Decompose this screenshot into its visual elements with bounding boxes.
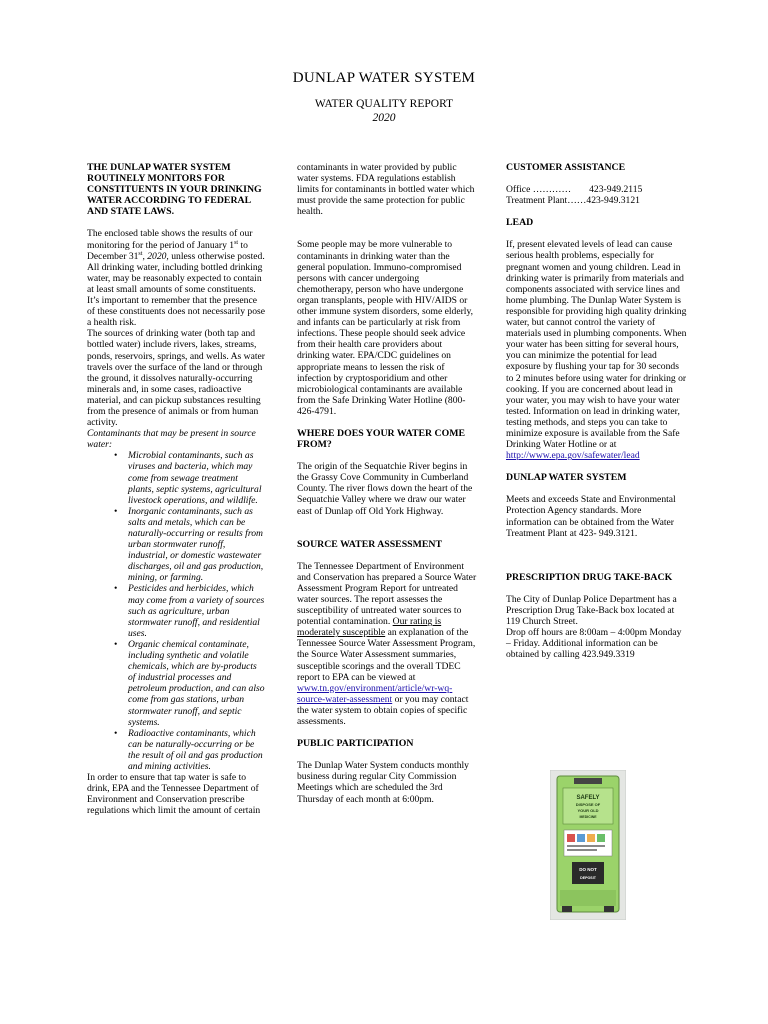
intro-heading: THE DUNLAP WATER SYSTEM ROUTINELY MONITORS FOR CONSTITUENTS IN YOUR DRINKING WATER ACCORDING TO FEDERAL AND STATE LAWS. bbox=[87, 162, 262, 218]
intro-paragraph: The enclosed table shows the results of our monitoring for the period of January 1st to December 31st, 2020, unless otherwise posted. All drinking water, including bottled drinking water, may be reasonably expected to contain at least small amounts of some constituents. It’s important to remember that the presence of these constituents does not necessarily pose a health risk. bbox=[87, 228, 265, 329]
plant-phone-row: Treatment Plant……423-949.3121 bbox=[506, 195, 640, 207]
vulnerable-paragraph: Some people may be more vulnerable to contaminants in drinking water than the general population. Immuno-compromised persons with cancer undergoing chemotherapy, person who have undergone organ transplants, people with HIV/AIDS or other immune system disorders, some elderly, and infants can be particularly at risk from infections. These people should seek advice from their health care providers about drinking water. EPA/CDC guidelines on appropriate means to lessen the risk of infection by cryptosporidium and other microbiological contaminants are available from the Safe Drinking Water Hotline (800-426-4791. bbox=[297, 239, 474, 417]
report-year: 2020 bbox=[372, 112, 396, 124]
list-item: • Inorganic contaminants, such as salts and metals, which can be naturally-occurring or results from urban stormwater runoff, industrial, or domestic wastewater discharges, oil and gas production, mining, or farming. bbox=[114, 505, 264, 584]
report-subtitle: WATER QUALITY REPORT bbox=[314, 98, 454, 110]
svg-text:SAFELY: SAFELY bbox=[576, 795, 600, 801]
lead-heading: LEAD bbox=[506, 217, 534, 229]
customer-assistance-heading: CUSTOMER ASSISTANCE bbox=[506, 162, 626, 173]
lead-paragraph: If, present elevated levels of lead can cause serious health problems, especially for pregnant women and young children. Lead in drinking water is primarily from materials and components associated with service lines and home plumbing. The Dunlap Water System is responsible for providing high quality drinking water, but cannot control the variety of materials used in plumbing components. When your water has been sitting for several hours, you can minimize the potential for lead exposure by flushing your tap for 30 seconds to 2 minutes before using water for drinking or cooking. If you are concerned about lead in your water, you may wish to have your water tested. Information on lead in drinking water, testing methods, and steps you can take to minimize exposure is available from the Safe Drinking Water Hotline or at http://www.epa.gov/safewater/lead bbox=[506, 239, 687, 462]
drug-takeback-heading: PRESCRIPTION DRUG TAKE-BACK bbox=[506, 571, 673, 583]
contaminants-list bbox=[87, 450, 265, 772]
water-source-paragraph: The origin of the Sequatchie River begins in the Grassy Cove Community in Cumberland County. The river flows down the heart of the Sequatchie Valley where we draw our water east of Dunlap off Old York Highway. bbox=[297, 461, 473, 517]
drug-takeback-paragraph-2: Drop off hours are 8:00am – 4:00pm Monday – Friday. Additional information can be obtained by calling 423.949.3319 bbox=[506, 627, 682, 661]
page-title: DUNLAP WATER SYSTEM bbox=[292, 70, 476, 86]
public-participation-paragraph: The Dunlap Water System conducts monthly business during regular City Commission Meetings which are scheduled the 3rd Thursday of each month at 6:00pm. bbox=[297, 760, 469, 805]
svg-text:YOUR OLD: YOUR OLD bbox=[577, 808, 599, 813]
list-item: • Radioactive contaminants, which can be naturally-occurring or be the result of oil and gas production and mining activities. bbox=[114, 727, 263, 772]
drug-takeback-box-photo bbox=[550, 770, 626, 920]
column-1 bbox=[87, 162, 265, 816]
assessment-heading: SOURCE WATER ASSESSMENT bbox=[297, 538, 443, 550]
public-participation-heading: PUBLIC PARTICIPATION bbox=[297, 738, 414, 750]
sources-paragraph: The sources of drinking water (both tap and bottled water) include rivers, lakes, streams, ponds, reservoirs, springs, and wells. As water travels over the surface of the land or through the ground, it dissolves naturally-occurring minerals and, in some cases, radioactive material, and can pickup substances resulting from the presence of animals or from human activity. bbox=[87, 328, 265, 429]
column-2 bbox=[297, 162, 477, 805]
regulations-paragraph: In order to ensure that tap water is safe to drink, EPA and the Tennessee Department of Environment and Conservation prescribe regulations which limit the amount of certain bbox=[87, 772, 261, 817]
column-3 bbox=[506, 162, 688, 660]
list-item: • Microbial contaminants, such as viruses and bacteria, which may come from sewage treatment plants, septic systems, agricultural livestock operations, and wildlife. bbox=[114, 450, 262, 506]
list-item: • Pesticides and herbicides, which may come from a variety of sources such as agriculture, urban stormwater runoff, and residential uses. bbox=[114, 583, 265, 639]
water-source-heading: WHERE DOES YOUR WATER COME FROM? bbox=[297, 427, 466, 451]
assessment-link[interactable]: www.tn.gov/environment/article/wr-wq-source-water-assessment bbox=[297, 682, 453, 705]
dunlap-system-heading: DUNLAP WATER SYSTEM bbox=[506, 472, 627, 484]
office-phone-row: Office ………… 423-949.2115 bbox=[506, 184, 643, 196]
svg-text:MEDICINE: MEDICINE bbox=[579, 815, 597, 819]
list-item: • Organic chemical contaminate, including synthetic and volatile chemicals, which are by-products of industrial processes and petroleum production, and can also come from gas stations, urban stormwater runoff, and septic systems. bbox=[114, 638, 265, 728]
svg-text:DEPOSIT: DEPOSIT bbox=[580, 876, 596, 880]
contaminants-intro: Contaminants that may be present in source water: bbox=[87, 428, 256, 451]
assessment-paragraph: The Tennessee Department of Environment and Conservation has prepared a Source Water Assessment Program Report for untreated water sources. The report assesses the susceptibility of untreated water sources to potential contamination. Our rating is moderately susceptible an explanation of the Tennessee Source Water Assessment Program, the Source Water Assessment summaries, susceptible scorings and the overall TDEC report to EPA can be viewed at www.tn.gov/environment/article/wr-wq-source-water-assessment or you may contact the water system to obtain copies of specific assessments. bbox=[297, 560, 477, 728]
svg-text:DISPOSE OF: DISPOSE OF bbox=[575, 802, 601, 807]
epa-lead-link[interactable]: http://www.epa.gov/safewater/lead bbox=[506, 450, 640, 462]
drug-takeback-paragraph-1: The City of Dunlap Police Department has a Prescription Drug Take-Back box located at 119 Church Street. bbox=[506, 593, 677, 627]
dunlap-system-paragraph: Meets and exceeds State and Environmental Protection Agency standards. More information can be obtained from the Water Treatment Plant at 423- 949.3121. bbox=[506, 494, 676, 539]
fda-paragraph: contaminants in water provided by public water systems. FDA regulations establish limits for contaminants in bottled water which must provide the same protection for public health. bbox=[297, 162, 475, 218]
svg-text:DO NOT: DO NOT bbox=[579, 867, 597, 872]
